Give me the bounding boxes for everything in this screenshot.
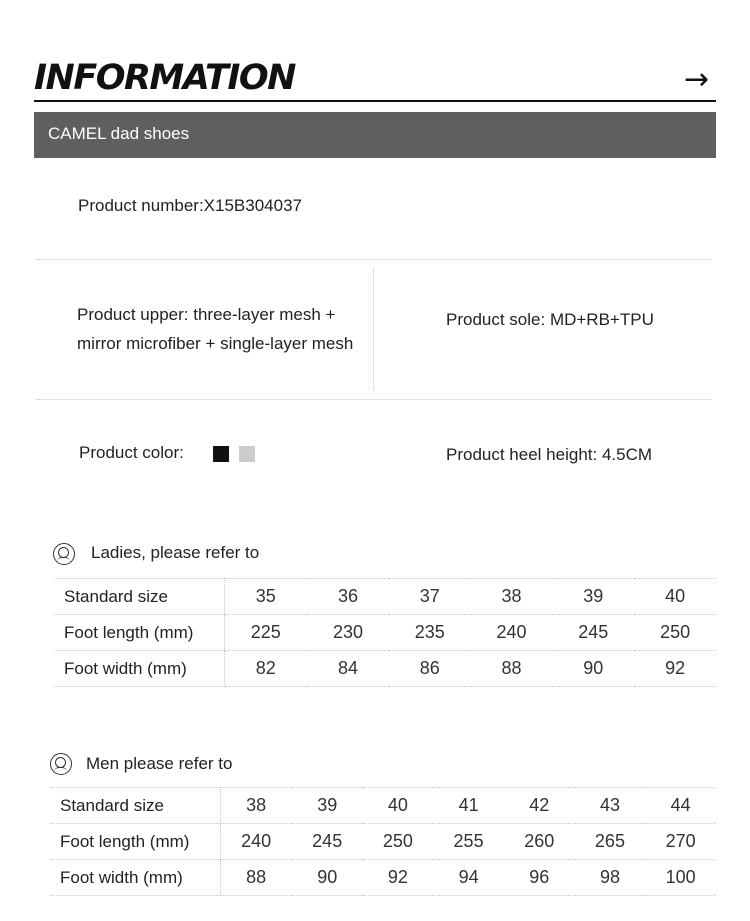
male-avatar-icon (50, 753, 72, 775)
table-cell: 36 (307, 579, 389, 615)
table-cell: 84 (307, 651, 389, 687)
table-cell: 90 (292, 860, 363, 896)
row-label: Foot length (mm) (50, 824, 220, 860)
row-label: Foot length (mm) (54, 615, 224, 651)
table-cell: 41 (433, 788, 504, 824)
row-label: Standard size (54, 579, 224, 615)
table-cell: 44 (645, 788, 716, 824)
product-banner: CAMEL dad shoes (34, 112, 716, 158)
table-cell: 240 (220, 824, 292, 860)
ladies-heading: Ladies, please refer to (91, 543, 260, 562)
color-swatch-black[interactable] (213, 446, 229, 462)
product-color-label: Product color: (79, 443, 184, 462)
table-cell: 38 (220, 788, 292, 824)
men-size-table (50, 787, 716, 896)
table-cell: 39 (552, 579, 634, 615)
table-cell: 260 (504, 824, 575, 860)
table-cell: 42 (504, 788, 575, 824)
color-swatch-gray[interactable] (239, 446, 255, 462)
table-cell: 40 (363, 788, 434, 824)
table-cell: 100 (645, 860, 716, 896)
men-heading: Men please refer to (86, 754, 233, 773)
table-cell: 35 (224, 579, 307, 615)
page-title: INFORMATION (34, 58, 295, 98)
product-sole: Product sole: MD+RB+TPU (446, 310, 654, 329)
table-cell: 245 (292, 824, 363, 860)
table-cell: 235 (389, 615, 471, 651)
table-cell: 245 (552, 615, 634, 651)
divider (373, 268, 374, 390)
table-cell: 37 (389, 579, 471, 615)
table-cell: 230 (307, 615, 389, 651)
table-cell: 265 (575, 824, 646, 860)
table-cell: 38 (471, 579, 553, 615)
table-cell: 255 (433, 824, 504, 860)
table-cell: 86 (389, 651, 471, 687)
table-cell: 88 (220, 860, 292, 896)
table-cell: 250 (634, 615, 716, 651)
table-cell: 96 (504, 860, 575, 896)
table-cell: 98 (575, 860, 646, 896)
ladies-size-table (54, 578, 716, 687)
table-cell: 88 (471, 651, 553, 687)
table-row (50, 788, 716, 824)
table-cell: 92 (634, 651, 716, 687)
table-row (54, 615, 716, 651)
table-cell: 90 (552, 651, 634, 687)
row-label: Foot width (mm) (54, 651, 224, 687)
arrow-right-icon[interactable]: → (684, 62, 710, 97)
title-divider (34, 100, 716, 102)
product-number: Product number:X15B304037 (78, 196, 302, 215)
table-cell: 39 (292, 788, 363, 824)
table-cell: 82 (224, 651, 307, 687)
female-avatar-icon (53, 543, 75, 565)
table-cell: 270 (645, 824, 716, 860)
table-cell: 40 (634, 579, 716, 615)
product-heel-height: Product heel height: 4.5CM (446, 445, 653, 464)
table-cell: 240 (471, 615, 553, 651)
table-row (54, 579, 716, 615)
row-label: Standard size (50, 788, 220, 824)
table-cell: 43 (575, 788, 646, 824)
divider (36, 399, 712, 400)
table-cell: 94 (433, 860, 504, 896)
table-cell: 225 (224, 615, 307, 651)
product-upper-line1: Product upper: three-layer mesh + (77, 305, 336, 324)
product-upper-line2: mirror microfiber + single-layer mesh (77, 334, 354, 353)
table-cell: 250 (363, 824, 434, 860)
row-label: Foot width (mm) (50, 860, 220, 896)
divider (36, 259, 712, 260)
table-row (50, 860, 716, 896)
table-cell: 92 (363, 860, 434, 896)
table-row (50, 824, 716, 860)
table-row (54, 651, 716, 687)
